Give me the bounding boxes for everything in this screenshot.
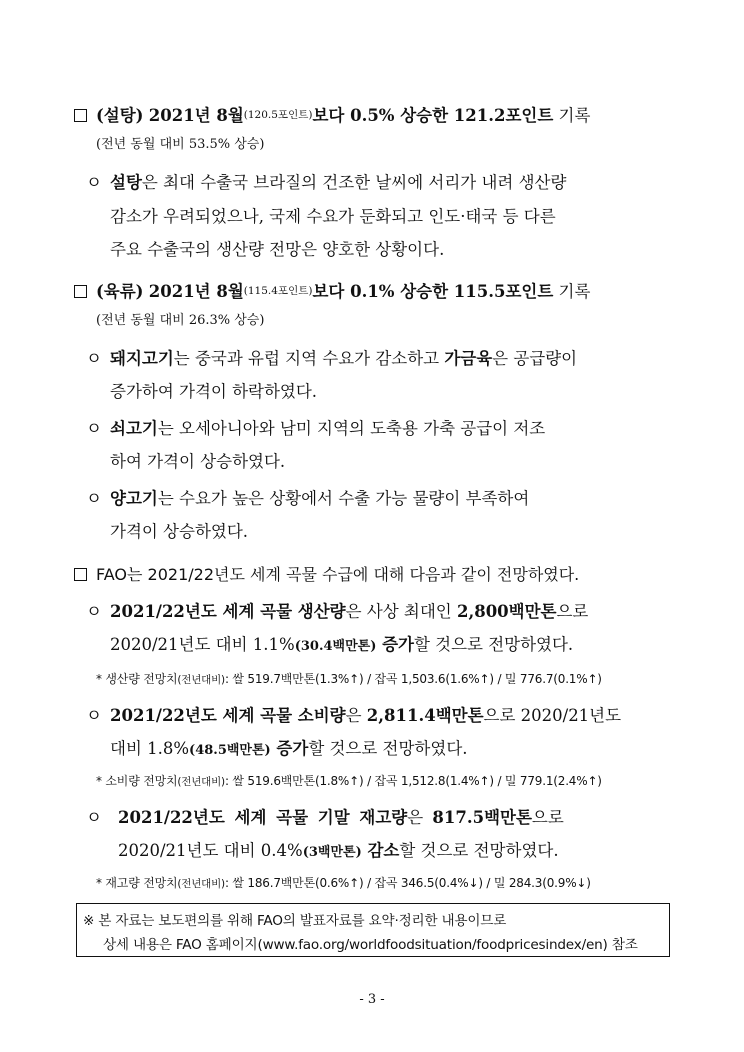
bullet-icon: ㅇ: [86, 419, 102, 438]
fao-consumption-line-1: 2021/22년도 세계 곡물 소비량은 2,811.4백만톤으로 2020/21년도: [110, 706, 622, 725]
meat-bullet-3-line-1: 양고기는 수요가 높은 상황에서 수출 가능 물량이 부족하여: [110, 489, 530, 508]
heading-date: 2021년 8월: [148, 282, 244, 301]
section-heading-sugar: [74, 102, 590, 126]
fao-production-footnote: * 생산량 전망치(전년대비): 쌀 519.7백만톤(1.3%↑) / 잡곡 1,503.6(1.6%↑) / 밀 776.7(0.1%↑): [96, 672, 602, 686]
heading-previous: (115.4포인트): [243, 284, 313, 297]
heading-suffix: 기록: [553, 106, 591, 125]
square-bullet-icon: [74, 109, 87, 122]
heading-change: 보다 0.1% 상승한 115.5포인트: [312, 282, 554, 301]
reference-line-2: 상세 내용은 FAO 홈페이지(www.fao.org/worldfoodsituation/foodpricesindex/en) 참조: [103, 937, 638, 953]
square-bullet-icon: [74, 568, 87, 581]
bullet-icon: ㅇ: [86, 706, 102, 725]
meat-bullet-2-line-2: 하여 가격이 상승하였다.: [110, 452, 286, 471]
meat-bullet-3-line-2: 가격이 상승하였다.: [110, 522, 249, 541]
section-heading-meat: [74, 278, 590, 302]
reference-note-box: [76, 903, 670, 957]
fao-production-line-2: 2020/21년도 대비 1.1%(30.4백만톤) 증가할 것으로 전망하였다.: [110, 635, 574, 654]
fao-production-line-1: 2021/22년도 세계 곡물 생산량은 사상 최대인 2,800백만톤으로: [110, 602, 589, 621]
meat-yoy-note: (전년 동월 대비 26.3% 상승): [96, 313, 265, 328]
heading-category: (육류): [96, 282, 144, 301]
heading-previous: (120.5포인트): [243, 108, 313, 121]
meat-bullet-1-line-2: 증가하여 가격이 하락하였다.: [110, 382, 318, 401]
keyword: 설탕: [110, 173, 142, 192]
sugar-bullet-line-1: 설탕은 최대 수출국 브라질의 건조한 날씨에 서리가 내려 생산량: [110, 173, 567, 192]
heading-category: (설탕): [96, 106, 144, 125]
heading-suffix: 기록: [553, 282, 591, 301]
bullet-icon: ㅇ: [86, 602, 102, 621]
bullet-icon: ㅇ: [86, 808, 102, 827]
sugar-yoy-note: (전년 동월 대비 53.5% 상승): [96, 137, 265, 152]
sugar-bullet-line-3: 주요 수출국의 생산량 전망은 양호한 상황이다.: [110, 240, 445, 259]
square-bullet-icon: [74, 285, 87, 298]
reference-line-1: ※ 본 자료는 보도편의를 위해 FAO의 발표자료를 요약·정리한 내용이므로: [83, 913, 507, 929]
fao-stock-line-1: 2021/22년도 세계 곡물 기말 재고량은 817.5백만톤으로: [118, 808, 564, 827]
fao-consumption-footnote: * 소비량 전망치(전년대비): 쌀 519.6백만톤(1.8%↑) / 잡곡 1,512.8(1.4%↑) / 밀 779.1(2.4%↑): [96, 774, 602, 788]
bullet-icon: ㅇ: [86, 173, 102, 192]
heading-date: 2021년 8월: [148, 106, 244, 125]
fao-stock-line-2: 2020/21년도 대비 0.4%(3백만톤) 감소할 것으로 전망하였다.: [118, 841, 559, 860]
heading-change: 보다 0.5% 상승한 121.2포인트: [312, 106, 554, 125]
section-heading-fao: FAO는 2021/22년도 세계 곡물 수급에 대해 다음과 같이 전망하였다.: [74, 562, 579, 585]
meat-bullet-1-line-1: 돼지고기는 중국과 유럽 지역 수요가 감소하고 가금육은 공급량이: [110, 349, 578, 368]
sugar-bullet-line-2: 감소가 우려되었으나, 국제 수요가 둔화되고 인도·태국 등 다른: [110, 207, 556, 226]
fao-stock-footnote: * 재고량 전망치(전년대비): 쌀 186.7백만톤(0.6%↑) / 잡곡 346.5(0.4%↓) / 밀 284.3(0.9%↓): [96, 876, 591, 890]
page-number: - 3 -: [359, 992, 385, 1007]
bullet-icon: ㅇ: [86, 489, 102, 508]
fao-consumption-line-2: 대비 1.8%(48.5백만톤) 증가할 것으로 전망하였다.: [110, 739, 468, 758]
meat-bullet-2-line-1: 쇠고기는 오세아니아와 남미 지역의 도축용 가축 공급이 저조: [110, 419, 546, 438]
bullet-icon: ㅇ: [86, 349, 102, 368]
